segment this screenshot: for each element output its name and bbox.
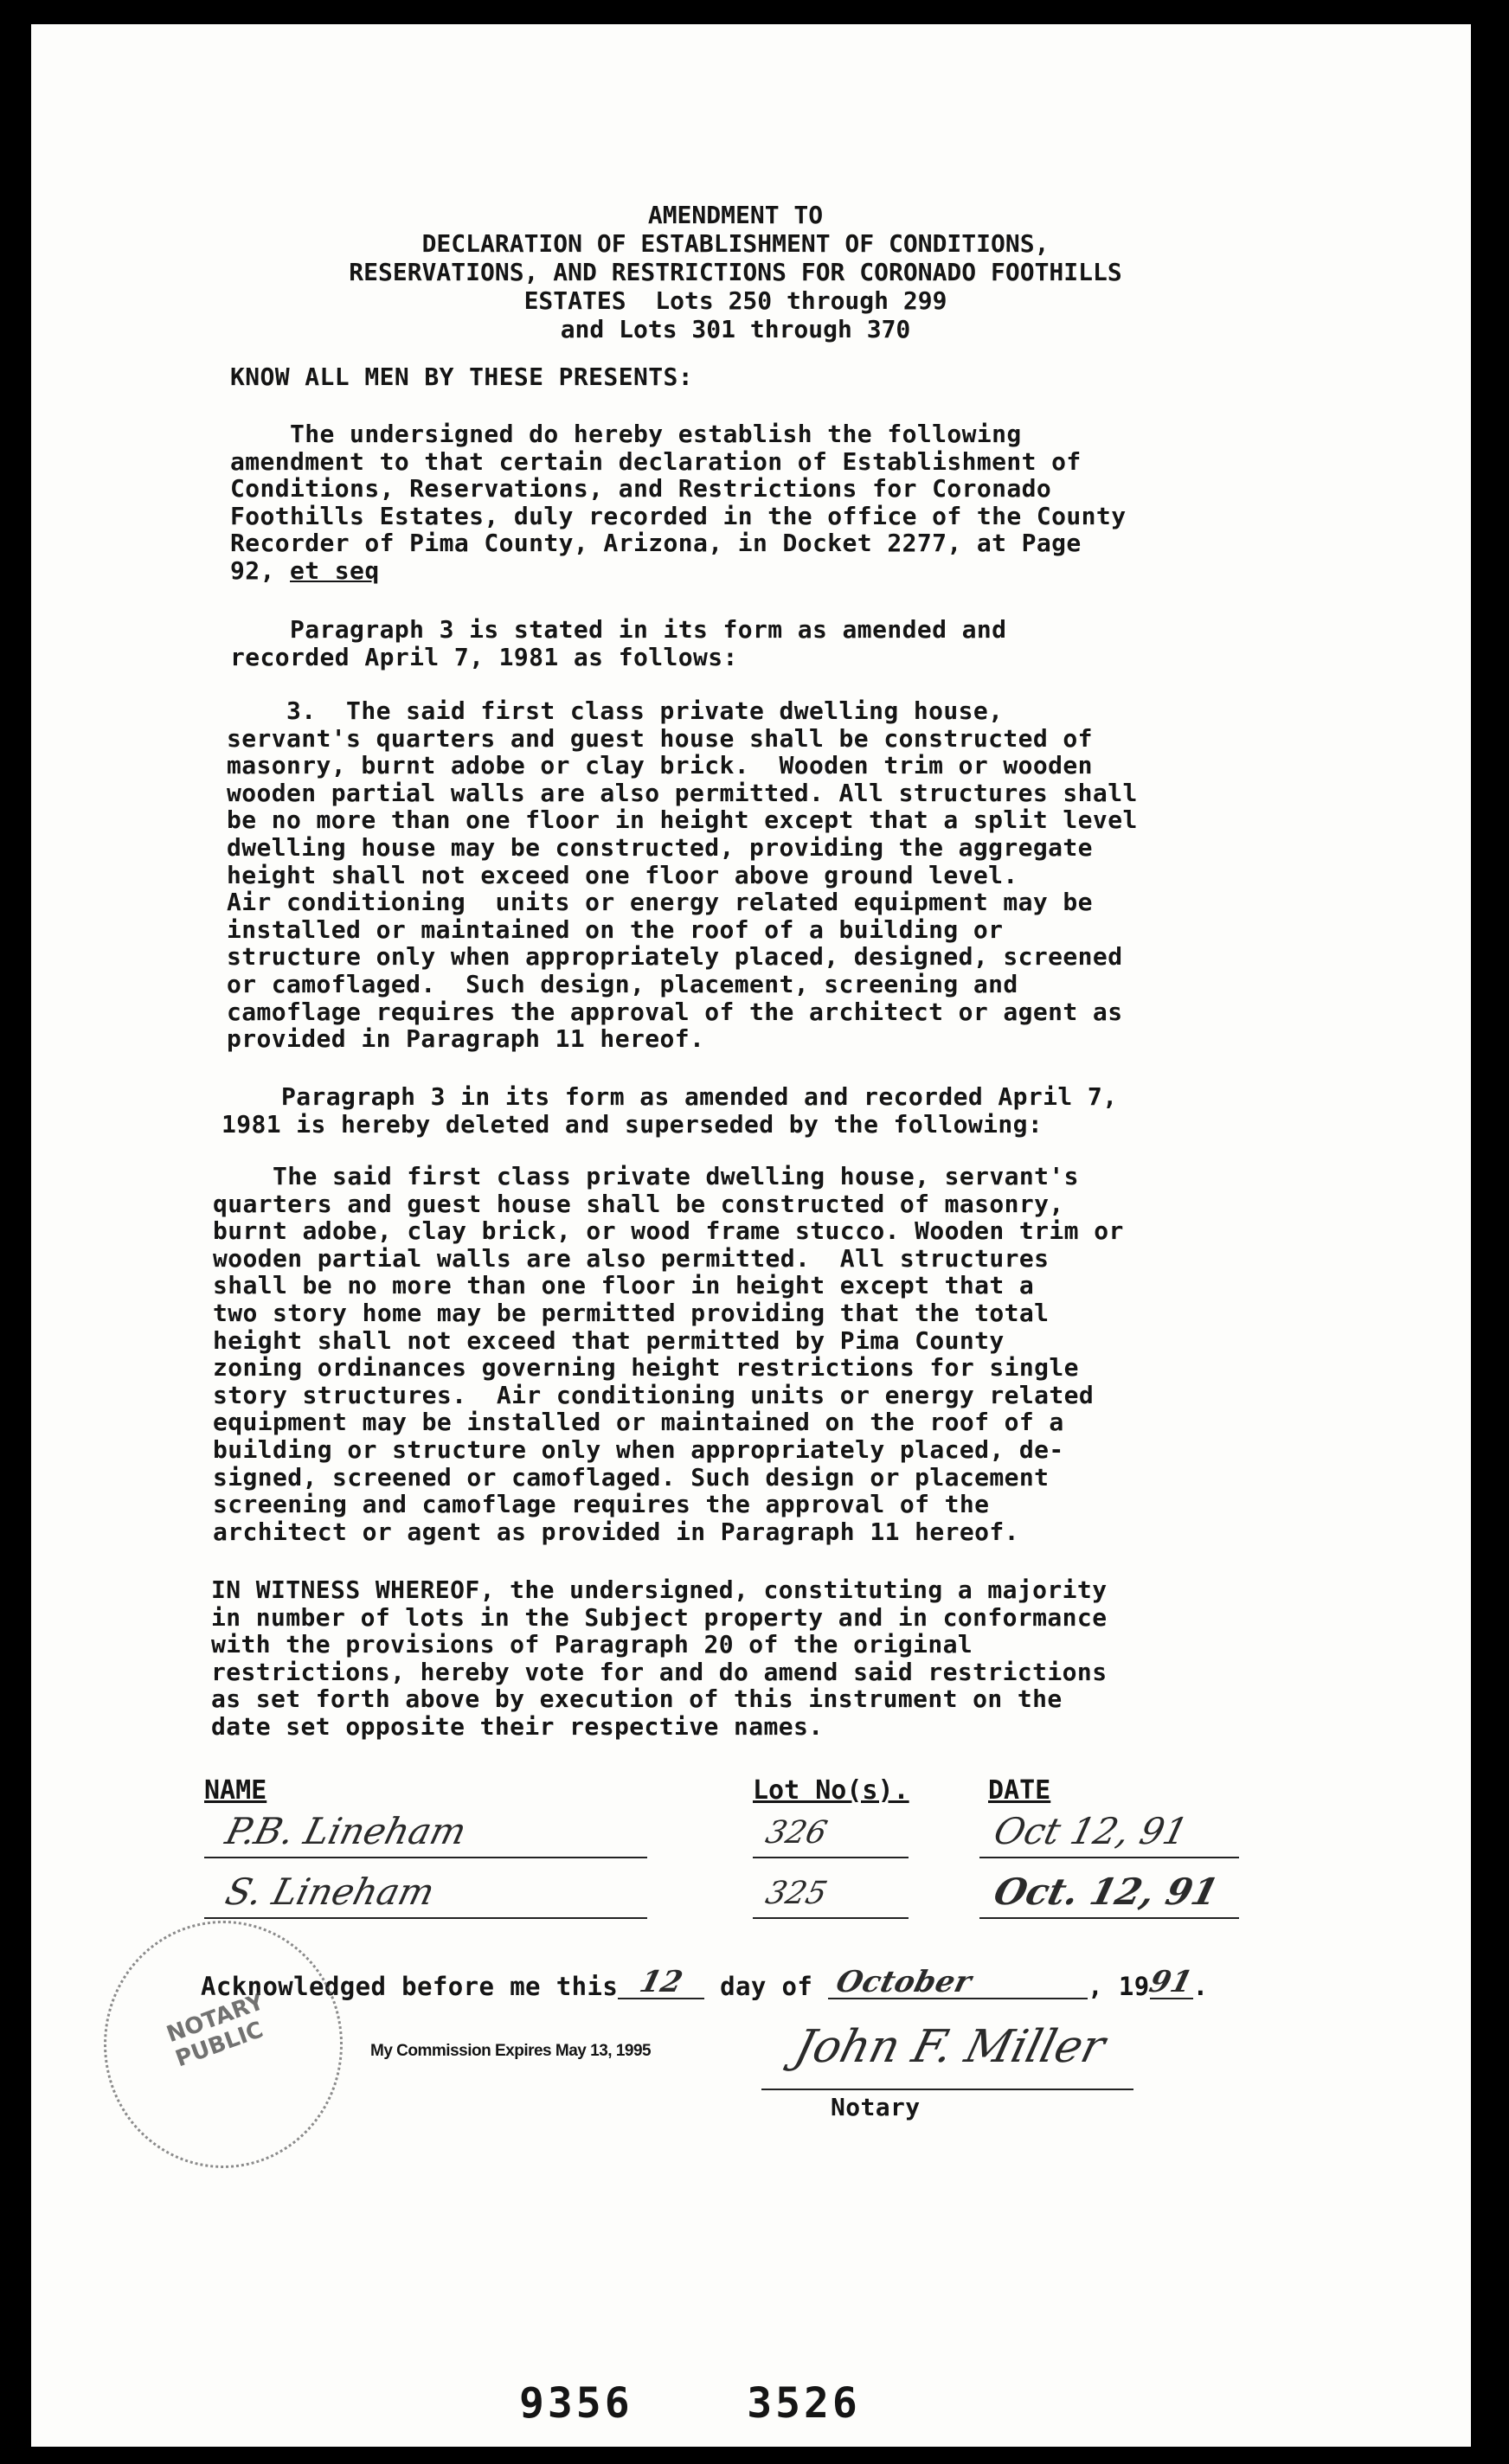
- ack-month: October: [832, 1965, 976, 1999]
- text-line: masonry, burnt adobe or clay brick. Wooden trim or wooden: [227, 751, 1093, 780]
- title-line: RESERVATIONS, AND RESTRICTIONS FOR CORONADO FOOTHILLS: [349, 258, 1122, 286]
- date-column-header: DATE: [988, 1775, 1051, 1806]
- notary-signature: John F. Miller: [789, 2021, 1110, 2073]
- title-line: AMENDMENT TO: [647, 201, 824, 229]
- recording-number: [519, 2379, 861, 2428]
- text-line: shall be no more than one floor in height except that a: [213, 1271, 1035, 1300]
- text-line: building or structure only when appropriately placed, de-: [213, 1434, 1064, 1464]
- text-line: two story home may be permitted providing that the total: [213, 1298, 1050, 1327]
- text-line: [230, 557, 1126, 585]
- notary-label: Notary: [831, 2093, 921, 2121]
- text-line: zoning ordinances governing height restrictions for single: [213, 1353, 1079, 1383]
- ack-middle: day of: [720, 1972, 813, 2001]
- text-line: signed, screened or camoflaged. Such design or placement: [213, 1462, 1050, 1492]
- text-line: 1981 is hereby deleted and superseded by the following:: [222, 1109, 1043, 1139]
- text-line: Paragraph 3 is stated in its form as amended and: [230, 615, 1007, 644]
- text-line: restrictions, hereby vote for and do amend said restrictions: [211, 1657, 1108, 1686]
- name-column-header: NAME: [204, 1775, 267, 1806]
- text-line: height shall not exceed that permitted by Pima County: [213, 1325, 1005, 1355]
- text-line: wooden partial walls are also permitted. All structures shall: [227, 778, 1138, 807]
- lot-number: 326: [761, 1815, 831, 1851]
- et-seq: et seq: [290, 555, 380, 585]
- ack-year-prefix: , 19: [1088, 1972, 1150, 2001]
- text-line: amendment to that certain declaration of Establishment of: [230, 446, 1082, 476]
- text-line: dwelling house may be constructed, providing the aggregate: [227, 832, 1093, 862]
- lot-number: 325: [761, 1876, 831, 1911]
- text-line: Conditions, Reservations, and Restrictions for Coronado: [230, 474, 1052, 504]
- paragraph3-original: [227, 697, 1138, 1053]
- know-all-heading: KNOW ALL MEN BY THESE PRESENTS:: [230, 363, 693, 391]
- text-line: Paragraph 3 in its form as amended and recorded April 7,: [222, 1082, 1118, 1111]
- text-line: date set opposite their respective names.: [211, 1711, 824, 1741]
- text-line: The undersigned do hereby establish the following: [230, 420, 1022, 448]
- title-line: ESTATES Lots 250 through 299: [523, 286, 947, 315]
- docket-number: 9356: [519, 2379, 633, 2428]
- text-line: Recorder of Pima County, Arizona, in Docket 2277, at Page: [230, 529, 1082, 558]
- paragraph3-replacement: [213, 1163, 1124, 1545]
- paragraph3-deletion: [222, 1083, 1117, 1138]
- page-ref: 92,: [230, 555, 291, 585]
- page-number: 3526: [747, 2379, 861, 2428]
- commission-expiry: My Commission Expires May 13, 1995: [370, 2042, 652, 2060]
- ack-day: 12: [636, 1965, 687, 1999]
- text-line: quarters and guest house shall be constructed of masonry,: [213, 1189, 1064, 1218]
- text-line: story structures. Air conditioning units or energy related: [213, 1380, 1095, 1409]
- text-line: or camoflaged. Such design, placement, screening and: [227, 969, 1018, 998]
- text-line: be no more than one floor in height except that a split level: [227, 805, 1138, 835]
- text-line: servant's quarters and guest house shall be constructed of: [227, 723, 1093, 753]
- paragraph3-intro: [230, 616, 1006, 671]
- ack-prefix: Acknowledged before me this: [201, 1972, 619, 2001]
- text-line: screening and camoflage requires the approval of the: [213, 1490, 990, 1519]
- text-line: IN WITNESS WHEREOF, the undersigned, constituting a majority: [211, 1575, 1108, 1604]
- text-line: provided in Paragraph 11 hereof.: [227, 1024, 705, 1054]
- acknowledgement-line: [201, 1965, 1209, 2003]
- text-line: recorded April 7, 1981 as follows:: [230, 642, 738, 671]
- text-line: wooden partial walls are also permitted. All structures: [213, 1243, 1050, 1273]
- intro-paragraph: [230, 420, 1126, 585]
- lot-column-header: Lot No(s).: [753, 1775, 909, 1806]
- text-line: structure only when appropriately placed, designed, screened: [227, 942, 1123, 972]
- text-line: architect or agent as provided in Paragraph 11 hereof.: [213, 1517, 1019, 1546]
- text-line: camoflage requires the approval of the architect or agent as: [227, 997, 1123, 1026]
- text-line: Foothills Estates, duly recorded in the office of the County: [230, 501, 1127, 530]
- text-line: 3. The said first class private dwelling house,: [227, 696, 1004, 725]
- text-line: Air conditioning units or energy related equipment may be: [227, 888, 1093, 917]
- owner-signature: S. Lineham: [221, 1870, 440, 1913]
- signing-date: Oct. 12, 91: [989, 1870, 1223, 1913]
- ack-period: .: [1192, 1972, 1209, 2001]
- notary-seal-text: NOTARY PUBLIC: [163, 1988, 268, 2073]
- text-line: in number of lots in the Subject property and in conformance: [211, 1602, 1108, 1632]
- title-line: and Lots 301 through 370: [560, 315, 911, 343]
- notary-signature-line: [761, 2089, 1133, 2090]
- owner-signature: P.B. Lineham: [221, 1810, 471, 1852]
- ack-year: 91: [1145, 1965, 1196, 1999]
- witness-paragraph: [211, 1576, 1107, 1741]
- document-title: [173, 201, 1298, 343]
- notary-seal: [104, 1921, 343, 2168]
- text-line: as set forth above by execution of this instrument on the: [211, 1684, 1063, 1714]
- text-line: with the provisions of Paragraph 20 of the original: [211, 1630, 973, 1659]
- text-line: installed or maintained on the roof of a building or: [227, 914, 1004, 944]
- text-line: equipment may be installed or maintained on the roof of a: [213, 1408, 1064, 1437]
- text-line: burnt adobe, clay brick, or wood frame stucco. Wooden trim or: [213, 1216, 1124, 1246]
- text-line: The said first class private dwelling house, servant's: [213, 1162, 1079, 1190]
- text-line: height shall not exceed one floor above ground level.: [227, 860, 1018, 889]
- title-line: DECLARATION OF ESTABLISHMENT OF CONDITIONS,: [421, 229, 1050, 258]
- signing-date: Oct 12, 91: [989, 1810, 1192, 1852]
